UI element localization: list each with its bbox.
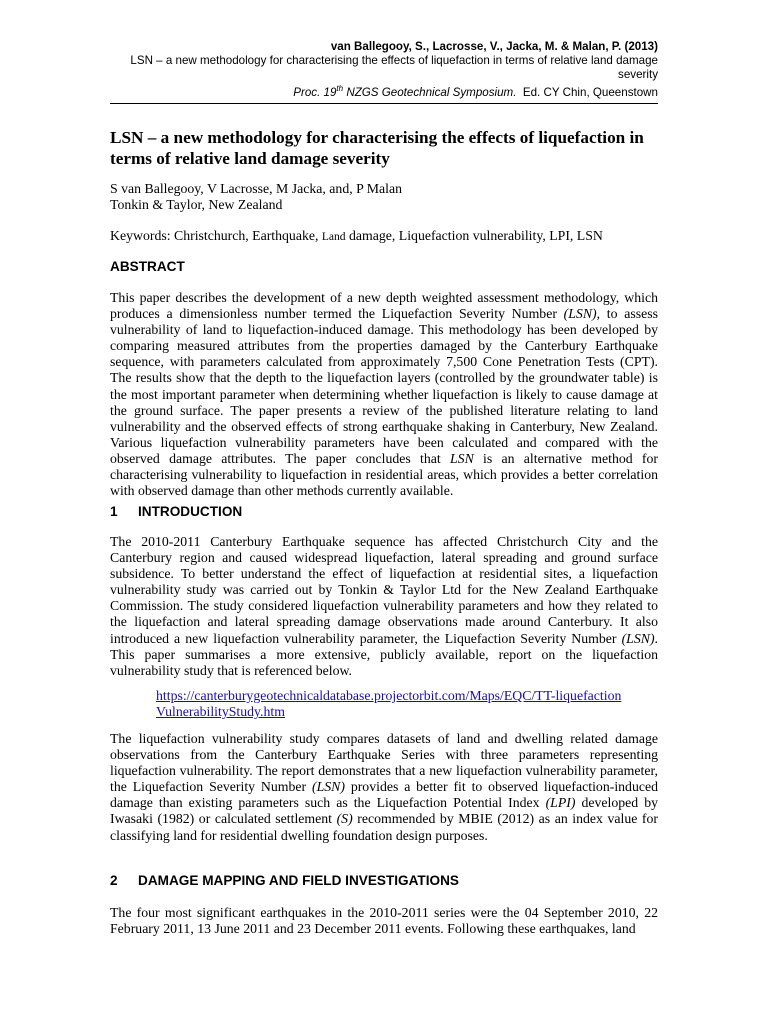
intro-paragraph-1 bbox=[110, 534, 658, 679]
abstract-paragraph bbox=[110, 290, 658, 499]
section-1-title: INTRODUCTION bbox=[138, 504, 243, 519]
intro-p1-text-2: . This paper summarises a more extensive, publicly available, report on the liquefaction vulnerability study that is referenced below. bbox=[110, 630, 658, 678]
study-link[interactable]: https://canterburygeotechnicaldatabase.projectorbit.com/Maps/EQC/TT-liquefactionVulnerabilityStudy.htm bbox=[156, 688, 622, 720]
proc-editor: Ed. CY Chin, Queenstown bbox=[516, 85, 658, 99]
authors: S van Ballegooy, V Lacrosse, M Jacka, and, P Malan bbox=[110, 181, 402, 196]
header-proceedings bbox=[110, 82, 658, 100]
header-paper-title: LSN – a new methodology for characterising the effects of liquefaction in terms of relative land damage severity bbox=[130, 54, 658, 81]
proc-prefix: Proc. 19 bbox=[293, 85, 337, 99]
keywords bbox=[110, 228, 603, 245]
abstract-lsn-2: LSN bbox=[450, 450, 474, 466]
section-2-title: DAMAGE MAPPING AND FIELD INVESTIGATIONS bbox=[138, 873, 459, 888]
keywords-land: Land bbox=[321, 231, 346, 243]
proc-sup: th bbox=[336, 84, 344, 93]
abstract-text-3: is an alternative method for characterising vulnerability to liquefaction in residential areas, which provides a better correlation with observed damage than other methods currently available. bbox=[110, 450, 658, 499]
abstract-text-2: , to assess vulnerability of land to liquefaction-induced damage. This methodology has been developed by comparing measured attributes from the properties damaged by the Canterbury Earthquake sequence, with parameters calculated from approximately 7,500 Cone Penetration Tests (CPT). The results show that the depth to the liquefaction layers (controlled by the groundwater table) is the most important parameter when determining whether liquefaction is likely to cause damage at the ground surface. The paper presents a review of the published literature relating to land vulnerability and the observed effects of strong earthquake shaking in Canterbury, New Zealand. Various liquefaction vulnerability parameters have been calculated and compared with the observed damage attributes. The paper concludes that bbox=[110, 306, 658, 466]
section-1-number: 1 bbox=[110, 504, 118, 519]
intro-p1-text-1: The 2010-2011 Canterbury Earthquake sequence has affected Christchurch City and the Canterbury region and caused widespread liquefaction, lateral spreading and ground surface subsidence. To better understand the effect of liquefaction at residential sites, a liquefaction vulnerability study was carried out by Tonkin & Taylor Ltd for the New Zealand Earthquake Commission. The study considered liquefaction vulnerability parameters and how they related to the liquefaction and lateral spreading damage observations made around Canterbury. It also introduced a new liquefaction vulnerability parameter, the Liquefaction Severity Number bbox=[110, 534, 658, 646]
intro-p2-text-4: recommended by MBIE (2012) as an index value for classifying land for residential dwelling foundation design purposes. bbox=[110, 811, 658, 843]
keywords-suffix: damage, Liquefaction vulnerability, LPI, LSN bbox=[345, 228, 603, 243]
intro-p2-lpi: (LPI) bbox=[545, 795, 576, 811]
abstract-heading: ABSTRACT bbox=[110, 259, 185, 274]
abstract-text-1: This paper describes the development of a new depth weighted assessment methodology, which produces a dimensionless number termed the Liquefaction Severity Number bbox=[110, 290, 658, 322]
section-2-number: 2 bbox=[110, 873, 118, 888]
section-2-heading bbox=[110, 873, 459, 888]
intro-p1-lsn: (LSN) bbox=[621, 630, 655, 646]
section-1-heading bbox=[110, 504, 242, 519]
abstract-lsn-1: (LSN) bbox=[563, 306, 597, 322]
intro-p2-s: (S) bbox=[336, 811, 353, 827]
intro-p2-text-2: provides a better fit to observed liquefaction-induced damage than existing parameters such as the Liquefaction Potential Index bbox=[110, 779, 658, 811]
proc-rest: NZGS Geotechnical Symposium. bbox=[343, 85, 517, 99]
section-2-paragraph: The four most significant earthquakes in the 2010-2011 series were the 04 September 2010, 22 February 2011, 13 June 2011 and 23 December 2011 events. Following these earthquakes, land bbox=[110, 905, 658, 937]
affiliation: Tonkin & Taylor, New Zealand bbox=[110, 197, 283, 212]
header-citation: van Ballegooy, S., Lacrosse, V., Jacka, M. & Malan, P. (2013) bbox=[330, 40, 658, 53]
paper-title: LSN – a new methodology for characterising the effects of liquefaction in terms of relative land damage severity bbox=[110, 128, 644, 168]
intro-paragraph-2 bbox=[110, 731, 658, 844]
intro-p2-text-3: developed by Iwasaki (1982) or calculated settlement bbox=[110, 795, 658, 827]
intro-p2-text-1: The liquefaction vulnerability study compares datasets of land and dwelling related damage observations from the Canterbury Earthquake Series with three parameters representing liquefaction vulnerability. The report demonstrates that a new liquefaction vulnerability parameter, the Liquefaction Severity Number bbox=[110, 731, 658, 795]
header-rule bbox=[110, 103, 658, 104]
intro-p2-lsn: (LSN) bbox=[311, 779, 345, 795]
keywords-prefix: Keywords: Christchurch, Earthquake, bbox=[110, 228, 322, 243]
